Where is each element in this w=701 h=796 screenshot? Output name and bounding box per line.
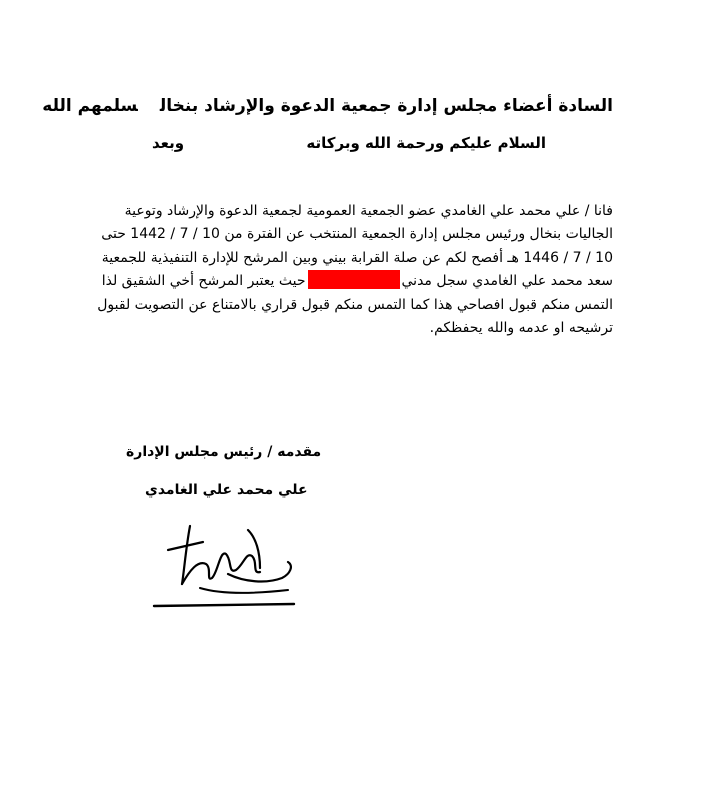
letter-body [97, 200, 613, 340]
body-line: ترشيحه او عدمه والله يحفظكم. [429, 320, 613, 337]
signature-image [148, 512, 300, 612]
body-line: التمس منكم قبول افصاحي هذا كما التمس منكم قبول قراري بالامتناع عن التصويت لقبول [97, 296, 613, 313]
body-line-end: حيث يعتبر المرشح أخي الشقيق لذا [101, 273, 306, 290]
body-line: 10 / 7 / 1446 هـ أفصح لكم عن صلة القرابة بيني وبين المرشح للإدارة التنفيذية للجمعية [101, 249, 613, 266]
body-line-start: سعد محمد علي الغامدي سجل مدني [401, 273, 613, 290]
salutation-text: سلمهم الله [42, 96, 138, 116]
body-line: الجاليات بنخال ورئيس مجلس إدارة الجمعية المنتخب عن الفترة من 10 / 7 / 1442 حتى [101, 226, 613, 243]
body-line: فانا / علي محمد علي الغامدي عضو الجمعية العمومية لجمعية الدعوة والإرشاد وتوعية [124, 203, 613, 219]
addressee-text: السادة أعضاء مجلس إدارة جمعية الدعوة والإرشاد بنخال [159, 96, 613, 116]
submitter-name: علي محمد علي الغامدي [145, 482, 308, 498]
letter-title [42, 96, 613, 116]
greeting-text: السلام عليكم ورحمة الله وبركاته [306, 134, 546, 152]
closing-word: وبعد [152, 134, 185, 152]
body-line [101, 270, 613, 293]
submitter-role: مقدمه / رئيس مجلس الإدارة [126, 444, 322, 460]
redaction-box [308, 270, 400, 289]
